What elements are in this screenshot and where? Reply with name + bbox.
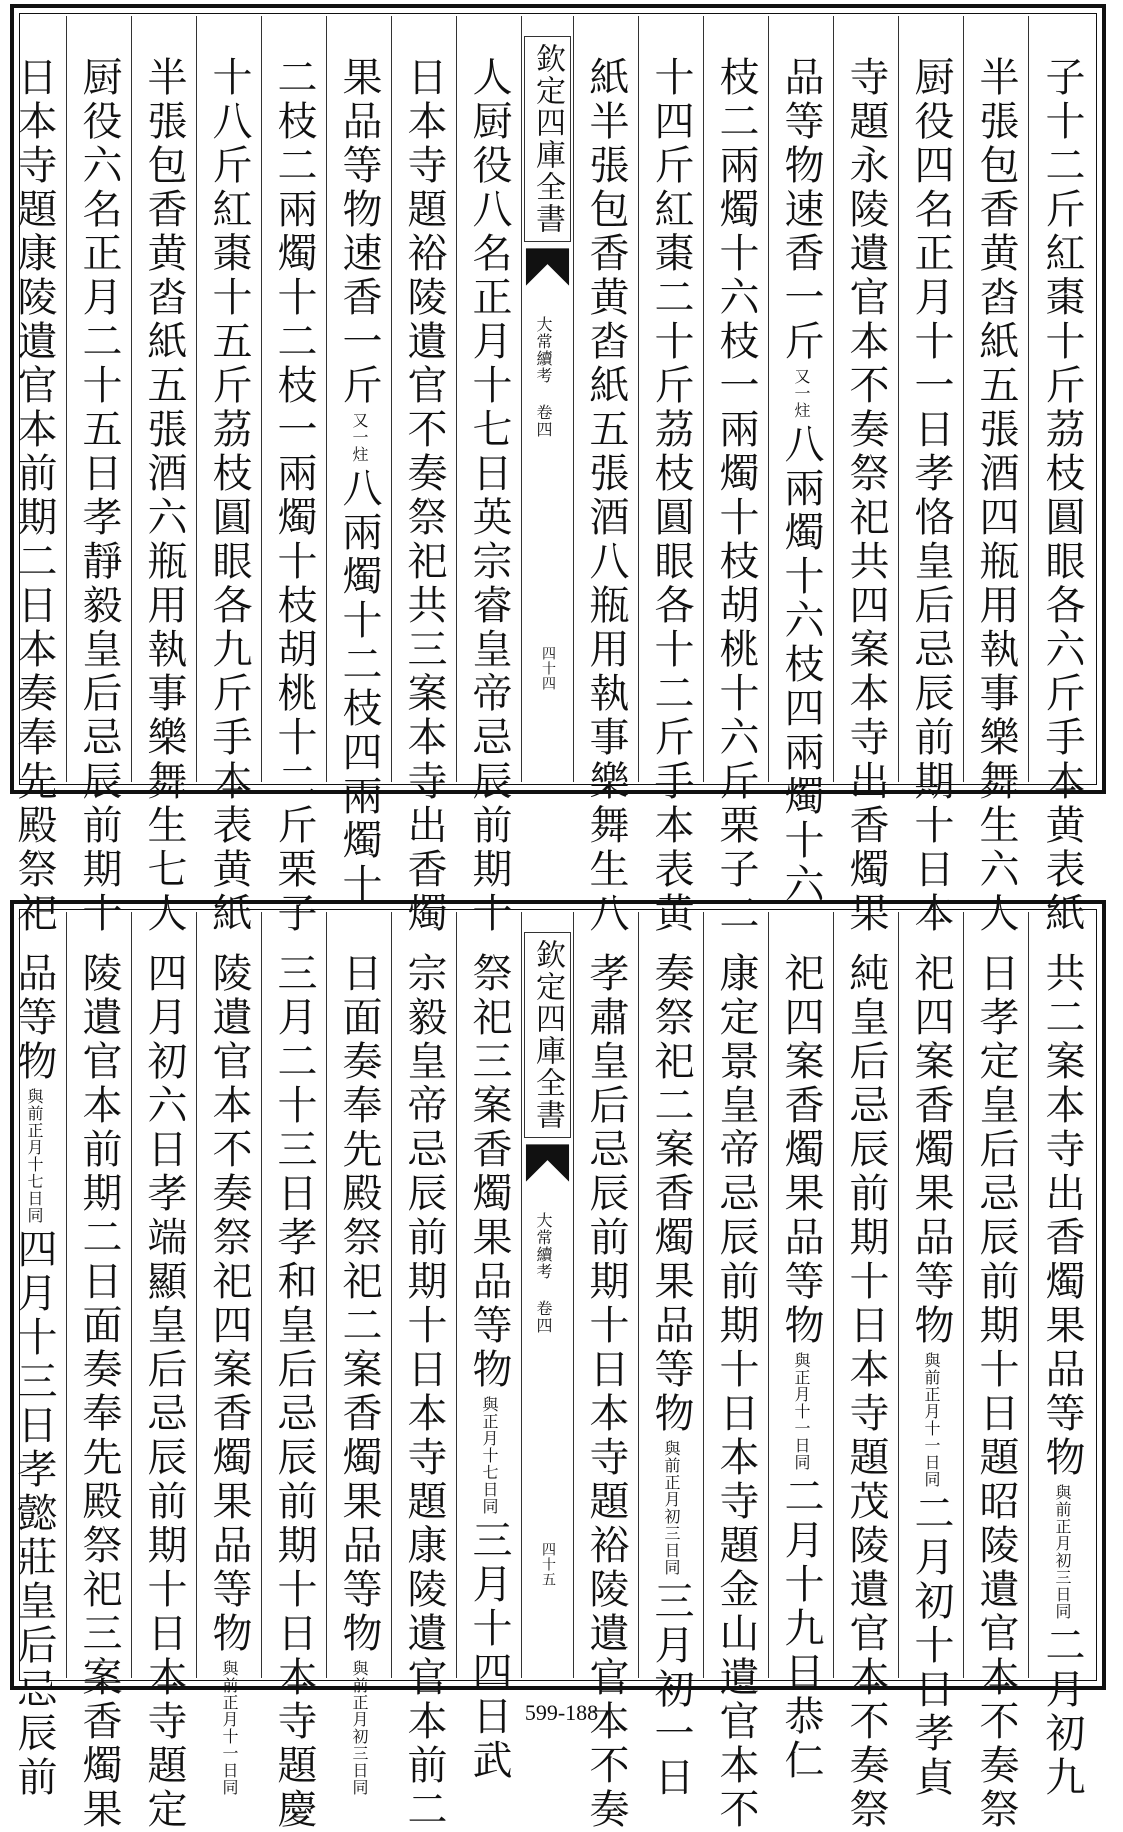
column-text: 日本寺題裕陵遺官不奏祭祀共三案本寺出香燭 (401, 56, 447, 936)
column-text: 品等物速香一斤 (778, 56, 824, 364)
column-text: 宗毅皇帝忌辰前期十日本寺題康陵遺官本前二 (401, 952, 447, 1832)
column-text: 共二案本寺出香燭果品等物 (1039, 952, 1085, 1480)
column-text: 祀四案香燭果品等物 (908, 952, 954, 1348)
column-text: 日面奏奉先殿祭祀二案香燭果品等物 (336, 952, 382, 1656)
column-text: 十八斤紅棗十五斤茘枝圓眼各九斤手本表黄紙 (206, 56, 252, 936)
column-text-continued: 八兩燭十二枝四兩燭十 (336, 467, 382, 907)
text-column (67, 16, 132, 936)
column-text: 祭祀三案香燭果品等物 (466, 952, 512, 1392)
volume-label: 大常續考 卷四 (534, 1212, 553, 1334)
text-column (197, 912, 262, 1796)
text-column (132, 16, 197, 936)
column-text: 祀四案香燭果品等物 (778, 952, 824, 1348)
text-column (639, 912, 704, 1800)
interlinear-note: 與前正月初三日同 (662, 1440, 681, 1576)
text-column (392, 16, 457, 936)
column-text-continued: 二月初十日孝貞 (908, 1492, 954, 1800)
column-text: 康定景皇帝忌辰前期十日本寺題金山遺官本不 (713, 952, 759, 1832)
text-column (392, 912, 457, 1832)
text-column (1029, 912, 1094, 1800)
column-text: 寺題永陵遺官本不奏祭祀共四案本寺出香燭果 (843, 56, 889, 936)
text-column (574, 912, 639, 1832)
interlinear-note: 與前正月十一日同 (922, 1352, 941, 1488)
interlinear-note: 與正月十七日同 (480, 1396, 499, 1515)
text-column (769, 16, 834, 907)
column-text: 十四斤紅棗二十斤茘枝圓眼各十二斤手本表黄 (648, 56, 694, 936)
text-column (327, 16, 392, 907)
text-column (964, 912, 1029, 1832)
column-text: 日本寺題康陵遺官本前期二日本奏奉先殿祭祀 (11, 56, 57, 936)
text-column (67, 912, 132, 1832)
text-column (899, 912, 964, 1800)
fishtail-mark (524, 246, 571, 288)
text-column (704, 912, 769, 1832)
text-column (457, 16, 522, 936)
column-text-continued: 二月十九日恭仁 (778, 1475, 824, 1783)
column-text: 紙半張包香黄㳫紙五張酒八瓶用執事樂舞生八 (583, 56, 629, 936)
folio-number: 四十四 (540, 646, 556, 691)
interlinear-note: 與前正月十七日同 (25, 1088, 44, 1224)
interlinear-note: 與前正月初三日同 (1053, 1484, 1072, 1620)
column-text: 孝肅皇后忌辰前期十日本寺題裕陵遺官本不奏 (583, 952, 629, 1832)
text-column (2, 16, 67, 936)
text-column (457, 912, 522, 1783)
text-column (574, 16, 639, 936)
fishtail-mark (524, 1142, 571, 1184)
book-title: 欽定四庫全書 (524, 36, 571, 242)
upper-page (10, 4, 1106, 936)
column-text: 純皇后忌辰前期十日本寺題茂陵遺官本不奏祭 (843, 952, 889, 1832)
column-text: 奏祭祀二案香燭果品等物 (648, 952, 694, 1436)
column-text-continued: 三月初一日 (648, 1580, 694, 1800)
upper-columns (11, 16, 1094, 936)
column-text: 日孝定皇后忌辰前期十日題昭陵遺官本不奏祭 (973, 952, 1019, 1832)
column-text: 厨役六名正月二十五日孝靜毅皇后忌辰前期十 (76, 56, 122, 936)
interlinear-note: 與前正月十一日同 (220, 1660, 239, 1796)
text-column (262, 16, 327, 936)
text-column (769, 912, 834, 1783)
column-text: 子十二斤紅棗十斤茘枝圓眼各六斤手本黄表紙 (1039, 56, 1085, 936)
text-column (2, 912, 67, 1800)
interlinear-note: 與前正月初三日同 (350, 1660, 369, 1796)
text-column (834, 912, 899, 1832)
column-text: 人厨役八名正月十七日英宗睿皇帝忌辰前期十 (466, 56, 512, 936)
column-text-continued: 八兩燭十六枝四兩燭十六 (778, 423, 824, 907)
column-text: 二枝二兩燭十二枝一兩燭十枝胡桃十二斤栗子 (271, 56, 317, 936)
column-text: 半張包香黄㳫紙五張酒四瓶用執事樂舞生六人 (973, 56, 1019, 936)
text-column (327, 912, 392, 1796)
text-column (964, 16, 1029, 936)
folio-number: 四十五 (540, 1542, 556, 1587)
interlinear-note: 又一炷 (792, 368, 811, 419)
column-text-continued: 四月十三日孝懿莊皇后忌辰前 (11, 1228, 57, 1800)
page-number: 599-188 (524, 1700, 599, 1725)
volume-label: 大常續考 卷四 (534, 316, 553, 438)
text-column (899, 16, 964, 936)
column-text: 枝二兩燭十六枝一兩燭十枝胡桃十六斤栗子二 (713, 56, 759, 936)
column-text: 陵遺官本不奏祭祀四案香燭果品等物 (206, 952, 252, 1656)
text-column (132, 912, 197, 1832)
text-column (1029, 16, 1094, 936)
column-text: 品等物 (11, 952, 57, 1084)
column-text: 厨役四名正月十一日孝恪皇后忌辰前期十日本 (908, 56, 954, 936)
interlinear-note: 與正月十一日同 (792, 1352, 811, 1471)
center-band (522, 16, 574, 782)
text-column (197, 16, 262, 936)
column-text-continued: 二月初九 (1039, 1624, 1085, 1800)
column-text: 果品等物速香一斤 (336, 56, 382, 408)
column-text: 三月二十三日孝和皇后忌辰前期十日本寺題慶 (271, 952, 317, 1832)
text-column (262, 912, 327, 1832)
interlinear-note: 又一炷 (350, 412, 369, 463)
text-column (834, 16, 899, 936)
center-band (522, 912, 574, 1678)
column-text: 四月初六日孝端顯皇后忌辰前期十日本寺題定 (141, 952, 187, 1832)
book-title: 欽定四庫全書 (524, 932, 571, 1138)
text-column (639, 16, 704, 936)
text-column (704, 16, 769, 936)
column-text: 半張包香黄㳫紙五張酒六瓶用執事樂舞生七人 (141, 56, 187, 936)
column-text: 陵遺官本前期二日面奏奉先殿祭祀三案香燭果 (76, 952, 122, 1832)
column-text-continued: 三月十四日武 (466, 1519, 512, 1783)
